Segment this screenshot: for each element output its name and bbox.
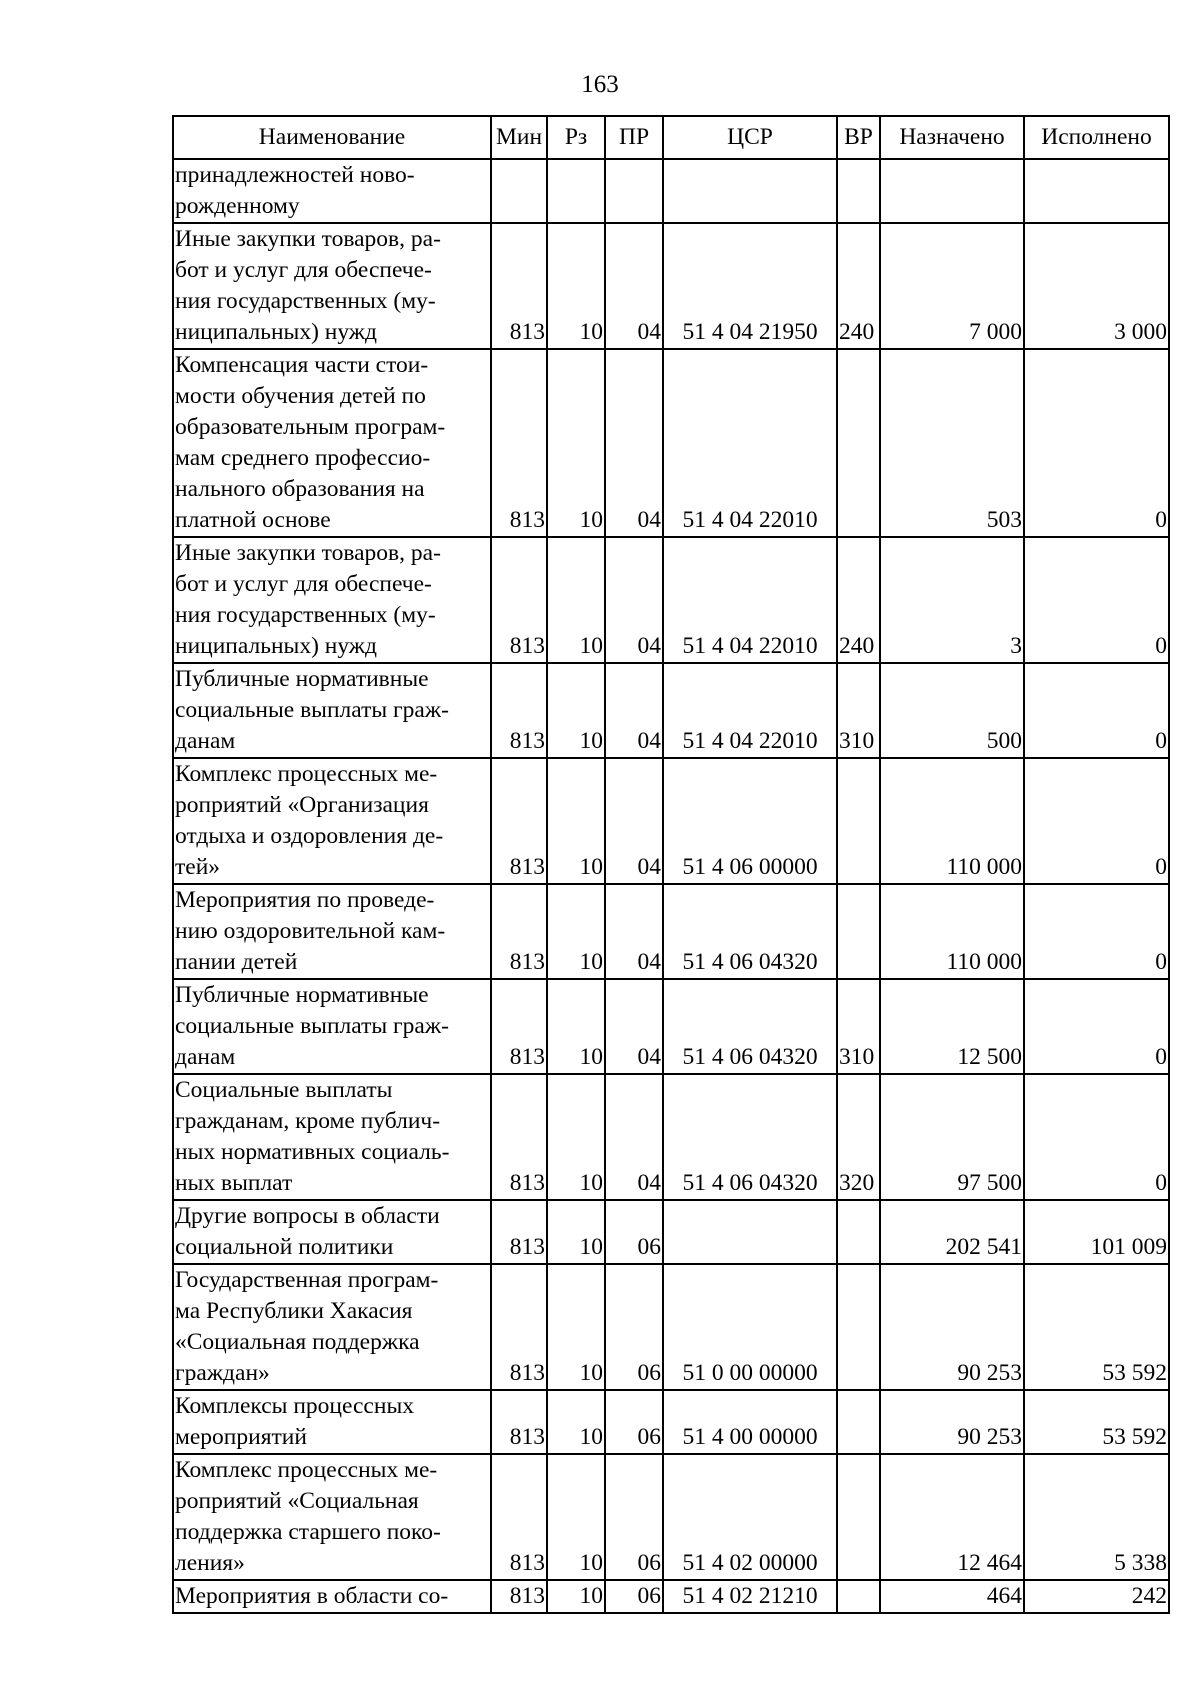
table-row [173,1264,1169,1390]
cell-assigned [880,159,1024,223]
cell-csr: 51 4 06 00000 [663,758,837,884]
cell-name: Социальные выплаты гражданам, кроме публич- ных нормативных социаль- ных выплат [173,1074,491,1200]
cell-executed: 5 338 [1024,1454,1169,1580]
cell-rz: 10 [547,758,605,884]
cell-executed: 0 [1024,349,1169,537]
cell-rz: 10 [547,223,605,349]
cell-assigned: 202 541 [880,1200,1024,1264]
cell-csr: 51 4 06 04320 [663,884,837,979]
cell-pr: 06 [605,1200,663,1264]
table-body [173,159,1169,1613]
table-row [173,884,1169,979]
cell-csr [663,1200,837,1264]
cell-vr [837,159,880,223]
header-rz: Рз [547,116,605,159]
cell-executed: 0 [1024,758,1169,884]
cell-min: 813 [491,1454,547,1580]
cell-name: Комплекс процессных ме- роприятий «Организация отдыха и оздоровления де- тей» [173,758,491,884]
cell-name: Публичные нормативные социальные выплаты граж- данам [173,663,491,758]
cell-vr [837,1200,880,1264]
cell-pr: 04 [605,349,663,537]
cell-min: 813 [491,223,547,349]
cell-assigned: 97 500 [880,1074,1024,1200]
cell-name: Мероприятия в области со- [173,1580,491,1613]
cell-min: 813 [491,1264,547,1390]
cell-vr [837,758,880,884]
cell-name: Компенсация части стои- мости обучения детей по образовательным програм- мам среднего профессио- нального образования на платной основе [173,349,491,537]
header-executed: Исполнено [1024,116,1169,159]
cell-assigned: 500 [880,663,1024,758]
cell-rz: 10 [547,1390,605,1454]
header-min: Мин [491,116,547,159]
table-row [173,1074,1169,1200]
cell-assigned: 90 253 [880,1390,1024,1454]
cell-csr: 51 4 02 21210 [663,1580,837,1613]
cell-vr: 240 [837,537,880,663]
cell-vr: 320 [837,1074,880,1200]
cell-name: Другие вопросы в области социальной политики [173,1200,491,1264]
cell-min: 813 [491,663,547,758]
cell-executed: 0 [1024,663,1169,758]
cell-assigned: 110 000 [880,884,1024,979]
cell-assigned: 7 000 [880,223,1024,349]
budget-table [172,115,1170,1614]
cell-assigned: 110 000 [880,758,1024,884]
cell-executed: 0 [1024,884,1169,979]
cell-vr [837,1580,880,1613]
cell-csr: 51 4 06 04320 [663,1074,837,1200]
cell-min: 813 [491,1390,547,1454]
cell-csr: 51 4 02 00000 [663,1454,837,1580]
page-number: 163 [581,71,619,98]
header-name: Наименование [173,116,491,159]
table-row [173,979,1169,1074]
cell-vr: 310 [837,663,880,758]
cell-rz: 10 [547,1454,605,1580]
cell-vr [837,1390,880,1454]
cell-name: Публичные нормативные социальные выплаты граж- данам [173,979,491,1074]
cell-pr: 04 [605,884,663,979]
cell-executed: 53 592 [1024,1390,1169,1454]
cell-name: Мероприятия по проведе- нию оздоровительной кам- пании детей [173,884,491,979]
cell-executed: 242 [1024,1580,1169,1613]
header-assigned: Назначено [880,116,1024,159]
cell-csr: 51 4 06 04320 [663,979,837,1074]
cell-pr: 04 [605,223,663,349]
cell-name: Государственная програм- ма Республики Хакасия «Социальная поддержка граждан» [173,1264,491,1390]
cell-min: 813 [491,1200,547,1264]
cell-min: 813 [491,349,547,537]
cell-rz: 10 [547,1200,605,1264]
cell-min: 813 [491,1580,547,1613]
table-row [173,1454,1169,1580]
cell-min: 813 [491,758,547,884]
header-csr: ЦСР [663,116,837,159]
header-row [173,116,1169,159]
table-row [173,1200,1169,1264]
cell-min [491,159,547,223]
table-row [173,159,1169,223]
cell-csr: 51 4 04 21950 [663,223,837,349]
cell-csr: 51 4 04 22010 [663,537,837,663]
cell-vr: 240 [837,223,880,349]
table-row [173,1390,1169,1454]
cell-assigned: 503 [880,349,1024,537]
cell-pr: 04 [605,663,663,758]
cell-csr: 51 4 04 22010 [663,663,837,758]
cell-pr: 04 [605,1074,663,1200]
cell-vr [837,1454,880,1580]
cell-executed [1024,159,1169,223]
cell-assigned: 12 500 [880,979,1024,1074]
cell-rz: 10 [547,537,605,663]
cell-name: Комплекс процессных ме- роприятий «Социальная поддержка старшего поко- ления» [173,1454,491,1580]
cell-executed: 3 000 [1024,223,1169,349]
header-vr: ВР [837,116,880,159]
cell-executed: 0 [1024,537,1169,663]
cell-pr [605,159,663,223]
cell-vr [837,884,880,979]
cell-min: 813 [491,537,547,663]
table-row [173,537,1169,663]
cell-executed: 53 592 [1024,1264,1169,1390]
cell-rz: 10 [547,1074,605,1200]
cell-name: Иные закупки товаров, ра- бот и услуг для обеспече- ния государственных (му- ниципальных) нужд [173,537,491,663]
cell-rz: 10 [547,884,605,979]
cell-vr: 310 [837,979,880,1074]
cell-vr [837,349,880,537]
table-row [173,758,1169,884]
cell-min: 813 [491,1074,547,1200]
cell-assigned: 12 464 [880,1454,1024,1580]
cell-csr: 51 4 00 00000 [663,1390,837,1454]
table-row [173,223,1169,349]
cell-rz: 10 [547,349,605,537]
cell-min: 813 [491,884,547,979]
cell-pr: 06 [605,1390,663,1454]
cell-pr: 04 [605,537,663,663]
cell-pr: 06 [605,1454,663,1580]
table-row [173,663,1169,758]
cell-csr: 51 0 00 00000 [663,1264,837,1390]
header-pr: ПР [605,116,663,159]
cell-vr [837,1264,880,1390]
cell-rz [547,159,605,223]
cell-name: Иные закупки товаров, ра- бот и услуг для обеспече- ния государственных (му- ниципальных) нужд [173,223,491,349]
cell-rz: 10 [547,1580,605,1613]
cell-min: 813 [491,979,547,1074]
cell-executed: 101 009 [1024,1200,1169,1264]
cell-csr [663,159,837,223]
cell-name: принадлежностей ново- рожденному [173,159,491,223]
cell-rz: 10 [547,1264,605,1390]
cell-executed: 0 [1024,979,1169,1074]
table-row [173,1580,1169,1613]
cell-name: Комплексы процессных мероприятий [173,1390,491,1454]
cell-rz: 10 [547,979,605,1074]
cell-executed: 0 [1024,1074,1169,1200]
cell-csr: 51 4 04 22010 [663,349,837,537]
cell-assigned: 464 [880,1580,1024,1613]
cell-pr: 04 [605,758,663,884]
cell-assigned: 3 [880,537,1024,663]
table-row [173,349,1169,537]
cell-rz: 10 [547,663,605,758]
cell-pr: 06 [605,1580,663,1613]
cell-assigned: 90 253 [880,1264,1024,1390]
cell-pr: 04 [605,979,663,1074]
cell-pr: 06 [605,1264,663,1390]
